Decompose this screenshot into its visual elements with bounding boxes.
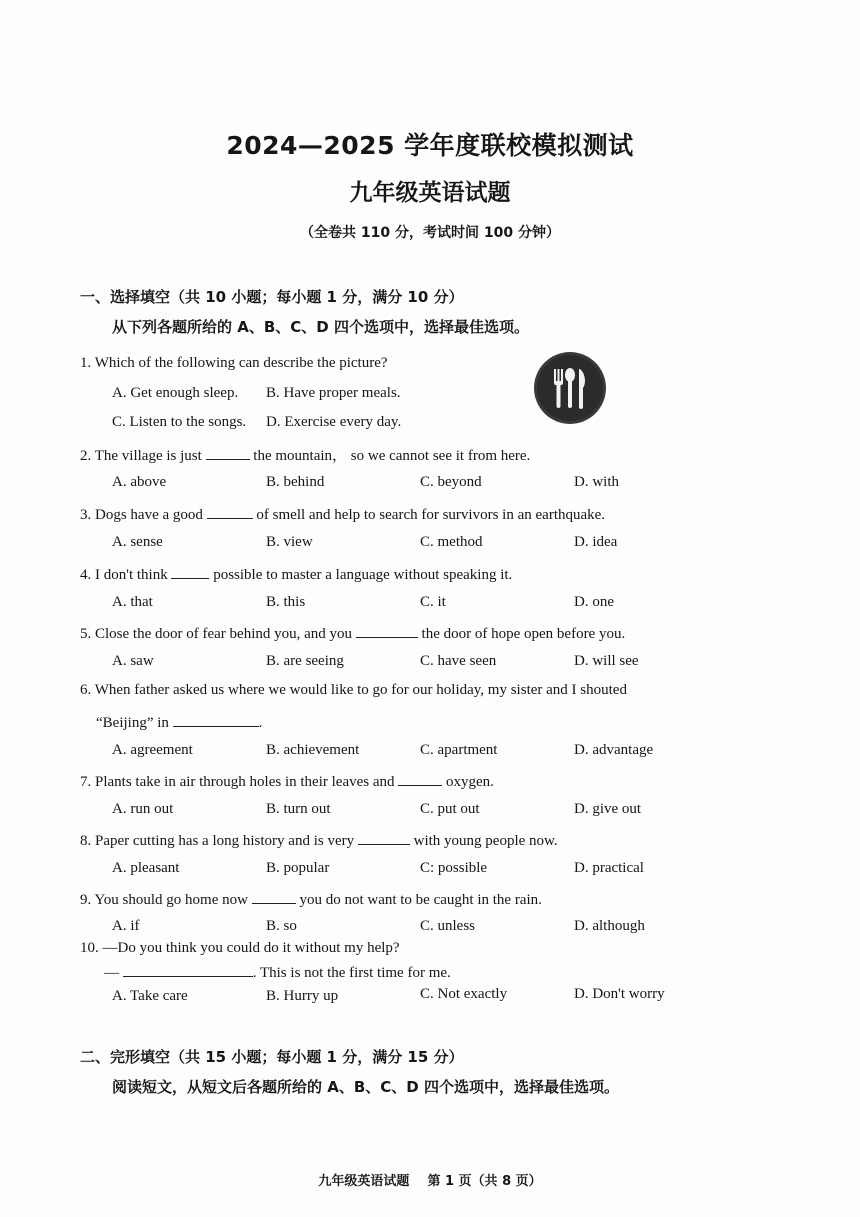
question-10-blank (123, 962, 253, 977)
question-1-option-c: C. Listen to the songs. (112, 414, 247, 430)
question-7-option-a: A. run out (112, 801, 174, 817)
question-10-stem-line2 (104, 962, 451, 982)
exam-note: （全卷共 110 分，考试时间 100 分钟） (300, 225, 560, 241)
question-8-option-c: C: possible (420, 860, 488, 876)
question-7-option-d: D. give out (574, 801, 642, 817)
question-2-blank (206, 445, 250, 460)
exam-title: 2024—2025 学年度联校模拟测试 (226, 131, 634, 160)
question-2-stem (80, 444, 530, 465)
question-5-stem (80, 623, 625, 643)
question-4-text-before: 4. I don't think (80, 567, 168, 583)
question-8-option-a: A. pleasant (112, 860, 180, 876)
question-9-text-before: 9. You should go home now (80, 892, 248, 908)
section1-instruction: 从下列各题所给的 A、B、C、D 四个选项中，选择最佳选项。 (112, 318, 529, 336)
question-6-stem-line1: 6. When father asked us where we would like to go for our holiday, my sister and I shouted (80, 682, 627, 698)
question-1-option-b: B. Have proper meals. (266, 385, 401, 401)
question-5-blank (356, 623, 418, 638)
page-footer: 九年级英语试题 第 1 页（共 8 页） (318, 1174, 542, 1189)
question-3-option-a: A. sense (112, 534, 163, 550)
question-9-option-a: A. if (112, 918, 140, 934)
question-4-blank (171, 564, 209, 579)
question-4-stem (80, 564, 512, 584)
question-4-option-d: D. one (574, 594, 614, 610)
question-5-text-after: the door of hope open before you. (421, 626, 626, 642)
section1-heading: 一、选择填空（共 10 小题；每小题 1 分，满分 10 分） (80, 288, 464, 306)
question-9-stem (80, 889, 542, 909)
question-7-blank (398, 771, 442, 786)
question-2-option-b: B. behind (266, 474, 325, 490)
question-4-option-a: A. that (112, 594, 153, 610)
question-6-text-after: . (258, 715, 263, 731)
question-6-option-c: C. apartment (420, 742, 498, 758)
question-2-option-d: D. with (574, 474, 619, 490)
question-5-option-a: A. saw (112, 653, 154, 669)
question-3-option-c: C. method (420, 534, 483, 550)
question-10-option-d: D. Don't worry (574, 986, 665, 1002)
question-10-option-b: B. Hurry up (266, 988, 339, 1004)
question-8-option-d: D. practical (574, 860, 644, 876)
exam-subtitle: 九年级英语试题 (349, 180, 511, 206)
question-9-option-b: B. so (266, 918, 297, 934)
question-7-option-b: B. turn out (266, 801, 331, 817)
question-1-option-a: A. Get enough sleep. (112, 385, 239, 401)
question-6-option-b: B. achievement (266, 742, 360, 758)
question-7-text-after: oxygen. (446, 774, 494, 790)
question-7-text-before: 7. Plants take in air through holes in their leaves and (80, 774, 395, 790)
question-2-option-c: C. beyond (420, 474, 482, 490)
question-2-text-before: 2. The village is just (80, 448, 202, 464)
question-8-blank (358, 830, 410, 845)
question-5-option-c: C. have seen (420, 653, 497, 669)
question-6-option-d: D. advantage (574, 742, 654, 758)
question-7-option-c: C. put out (420, 801, 480, 817)
question-2-text-after: the mountain， so we cannot see it from here. (253, 448, 531, 464)
question-10-stem-line1: 10. —Do you think you could do it without my help? (80, 940, 400, 956)
question-10-option-c: C. Not exactly (420, 986, 508, 1002)
question-9-blank (252, 889, 296, 904)
question-6-stem-line2 (96, 712, 262, 732)
question-9-option-c: C. unless (420, 918, 476, 934)
question-3-stem (80, 504, 605, 524)
question-10-dash: — (104, 965, 119, 981)
question-3-blank (207, 504, 253, 519)
question-3-text-after: of smell and help to search for survivors in an earthquake. (256, 507, 606, 523)
question-3-text-before: 3. Dogs have a good (80, 507, 203, 523)
question-8-text-before: 8. Paper cutting has a long history and is very (80, 833, 355, 849)
question-4-option-c: C. it (420, 594, 446, 610)
question-8-text-after: with young people now. (413, 833, 558, 849)
question-3-option-d: D. idea (574, 534, 618, 550)
question-5-text-before: 5. Close the door of fear behind you, and you (80, 626, 353, 642)
question-6-option-a: A. agreement (112, 742, 193, 758)
question-1-option-d: D. Exercise every day. (266, 414, 402, 430)
section2-heading: 二、完形填空（共 15 小题；每小题 1 分，满分 15 分） (80, 1048, 464, 1066)
question-4-text-after: possible to master a language without speaking it. (213, 567, 513, 583)
question-4-option-b: B. this (266, 594, 306, 610)
fork-knife-spoon-icon (532, 350, 608, 426)
question-5-option-d: D. will see (574, 653, 639, 669)
question-7-stem (80, 771, 494, 791)
question-2-option-a: A. above (112, 474, 167, 490)
question-8-stem (80, 830, 558, 850)
question-1-stem: 1. Which of the following can describe the picture? (80, 355, 388, 371)
question-6-blank (173, 712, 259, 727)
question-9-option-d: D. although (574, 918, 645, 934)
question-9-text-after: you do not want to be caught in the rain. (299, 892, 542, 908)
section2-instruction: 阅读短文，从短文后各题所给的 A、B、C、D 四个选项中，选择最佳选项。 (112, 1078, 619, 1096)
question-10-option-a: A. Take care (112, 988, 188, 1004)
question-6-text-before: “Beijing” in (96, 715, 169, 731)
question-8-option-b: B. popular (266, 860, 330, 876)
question-10-text-after: . This is not the first time for me. (252, 965, 451, 981)
question-3-option-b: B. view (266, 534, 313, 550)
question-5-option-b: B. are seeing (266, 653, 344, 669)
